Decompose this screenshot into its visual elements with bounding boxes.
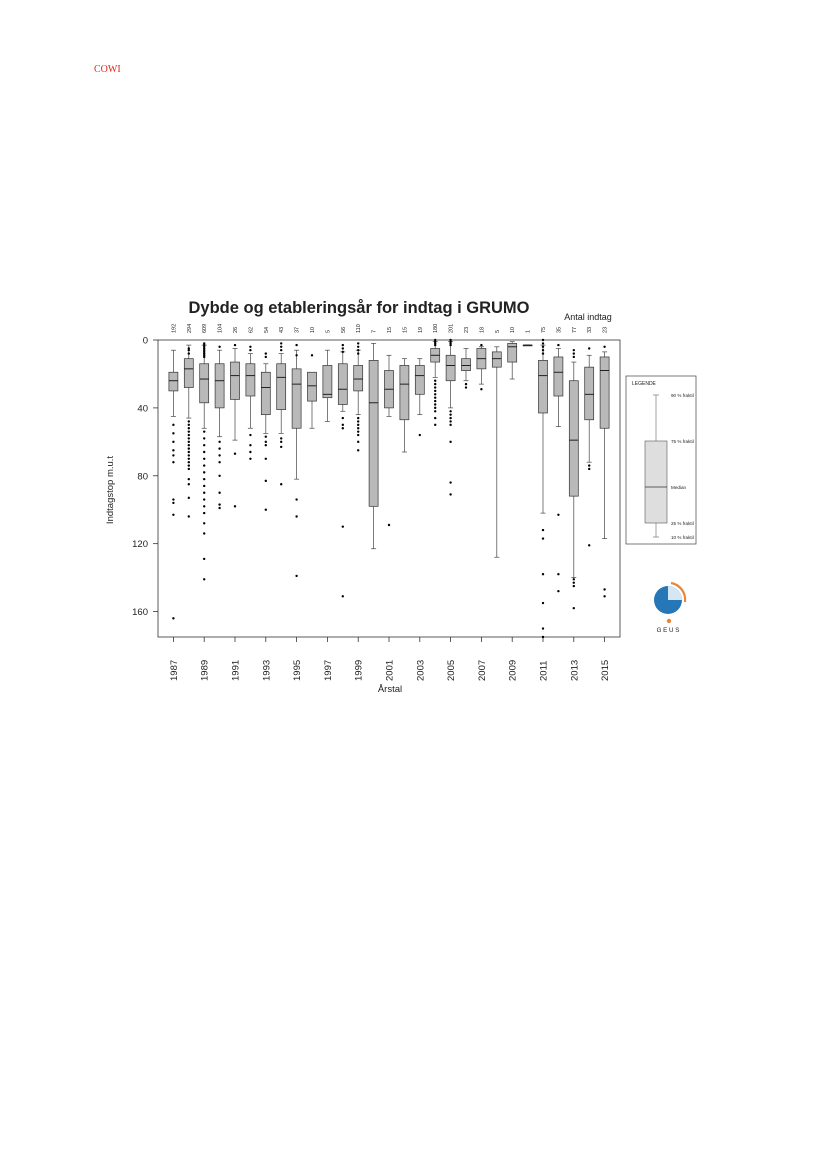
outlier-point: [573, 356, 575, 358]
outlier-point: [203, 522, 205, 524]
outlier-point: [203, 444, 205, 446]
outlier-point: [557, 344, 559, 346]
outlier-point: [542, 636, 544, 638]
logo-text: G E U S: [656, 627, 680, 634]
box-iqr: [462, 359, 471, 371]
count-label: 23: [602, 326, 609, 333]
outlier-point: [542, 352, 544, 354]
outlier-point: [588, 347, 590, 349]
outlier-point: [218, 346, 220, 348]
outlier-point: [234, 505, 236, 507]
outlier-point: [172, 498, 174, 500]
x-tick-label: 2009: [507, 659, 519, 681]
box-iqr: [354, 365, 363, 390]
outlier-point: [249, 451, 251, 453]
outlier-point: [172, 441, 174, 443]
box-iqr: [508, 343, 517, 362]
chart-figure: [100, 294, 700, 699]
box-iqr: [323, 365, 332, 397]
outlier-point: [434, 390, 436, 392]
box-iqr: [569, 381, 578, 496]
count-label: 35: [556, 326, 563, 333]
outlier-point: [388, 524, 390, 526]
outlier-point: [311, 354, 313, 356]
box-iqr: [539, 360, 548, 413]
outlier-point: [188, 434, 190, 436]
outlier-point: [188, 437, 190, 439]
outlier-point: [172, 454, 174, 456]
count-label: 75: [541, 326, 547, 333]
outlier-point: [480, 344, 482, 346]
legend-label: 10 % fraktil: [671, 535, 694, 540]
outlier-point: [603, 595, 605, 597]
outlier-point: [265, 441, 267, 443]
outlier-point: [434, 417, 436, 419]
outlier-point: [203, 532, 205, 534]
outlier-point: [218, 503, 220, 505]
y-tick-label: 160: [132, 607, 148, 619]
outlier-point: [465, 383, 467, 385]
box-iqr: [554, 357, 563, 396]
box-iqr: [277, 364, 286, 410]
outlier-point: [573, 352, 575, 354]
outlier-point: [434, 424, 436, 426]
outlier-point: [342, 351, 344, 353]
outlier-point: [218, 507, 220, 509]
outlier-point: [573, 349, 575, 351]
outlier-point: [542, 529, 544, 531]
counts-label: Antal indtag: [564, 312, 612, 322]
count-label: 1: [525, 329, 532, 333]
outlier-point: [203, 451, 205, 453]
count-label: 62: [248, 326, 255, 333]
outlier-point: [434, 403, 436, 405]
outlier-point: [449, 344, 451, 346]
outlier-point: [203, 485, 205, 487]
count-label: 15: [402, 326, 409, 333]
legend-label: Median: [671, 485, 687, 490]
legend-title: LEGENDE: [632, 381, 656, 387]
outlier-point: [203, 558, 205, 560]
outlier-point: [265, 458, 267, 460]
count-label: 23: [464, 326, 470, 333]
box-iqr: [169, 372, 178, 391]
outlier-point: [449, 417, 451, 419]
outlier-point: [449, 441, 451, 443]
outlier-point: [295, 515, 297, 517]
outlier-point: [234, 453, 236, 455]
count-label: 77: [571, 326, 578, 333]
outlier-point: [203, 464, 205, 466]
outlier-point: [542, 573, 544, 575]
outlier-point: [449, 420, 451, 422]
outlier-point: [357, 352, 359, 354]
outlier-point: [280, 483, 282, 485]
chart-title: Dybde og etableringsår for indtag i GRUMO: [188, 299, 530, 317]
box-iqr: [261, 372, 270, 414]
box-iqr: [369, 360, 378, 506]
legend-label: 90 % fraktil: [671, 393, 694, 398]
outlier-point: [295, 498, 297, 500]
count-label: 37: [294, 326, 301, 333]
x-tick-label: 1987: [168, 659, 180, 681]
outlier-point: [265, 509, 267, 511]
outlier-point: [265, 444, 267, 446]
count-label: 104: [217, 323, 224, 333]
outlier-point: [172, 424, 174, 426]
outlier-point: [342, 427, 344, 429]
outlier-point: [295, 354, 297, 356]
outlier-point: [280, 342, 282, 344]
outlier-point: [434, 397, 436, 399]
box-iqr: [184, 359, 193, 388]
box-iqr: [415, 365, 424, 394]
outlier-point: [280, 346, 282, 348]
outlier-point: [342, 525, 344, 527]
x-tick-label: 2015: [600, 659, 612, 681]
count-label: 15: [387, 326, 393, 333]
outlier-point: [188, 464, 190, 466]
outlier-point: [218, 492, 220, 494]
box-iqr: [585, 367, 594, 420]
box-iqr: [446, 355, 455, 380]
outlier-point: [218, 441, 220, 443]
outlier-point: [357, 424, 359, 426]
outlier-point: [203, 578, 205, 580]
count-label: 192: [171, 323, 178, 333]
outlier-point: [203, 437, 205, 439]
count-label: 10: [510, 326, 517, 333]
outlier-point: [342, 595, 344, 597]
outlier-point: [188, 430, 190, 432]
outlier-point: [342, 347, 344, 349]
legend-label: 25 % fraktil: [671, 521, 694, 526]
outlier-point: [449, 481, 451, 483]
x-tick-label: 1995: [292, 659, 304, 681]
box-iqr: [338, 364, 347, 405]
outlier-point: [203, 430, 205, 432]
outlier-point: [188, 441, 190, 443]
outlier-point: [188, 478, 190, 480]
y-tick-label: 40: [137, 403, 148, 415]
outlier-point: [557, 573, 559, 575]
box-iqr: [600, 357, 609, 428]
outlier-point: [203, 458, 205, 460]
outlier-point: [280, 441, 282, 443]
outlier-point: [434, 344, 436, 346]
outlier-point: [542, 537, 544, 539]
outlier-point: [203, 505, 205, 507]
outlier-point: [603, 588, 605, 590]
outlier-point: [603, 346, 605, 348]
box-iqr: [292, 369, 301, 428]
outlier-point: [342, 344, 344, 346]
outlier-point: [234, 344, 236, 346]
x-tick-label: 2001: [384, 659, 396, 681]
outlier-point: [188, 424, 190, 426]
outlier-point: [542, 627, 544, 629]
y-tick-label: 0: [142, 335, 148, 347]
outlier-point: [188, 427, 190, 429]
box-iqr: [200, 364, 209, 403]
outlier-point: [573, 578, 575, 580]
outlier-point: [357, 349, 359, 351]
count-label: 33: [587, 326, 594, 333]
outlier-point: [357, 346, 359, 348]
count-label: 43: [279, 326, 286, 333]
y-tick-label: 80: [137, 471, 148, 483]
count-label: 19: [417, 326, 424, 333]
count-label: 10: [310, 326, 316, 333]
x-axis-label: Årstal: [377, 684, 403, 694]
count-label: 110: [356, 324, 363, 333]
count-label: 609: [202, 323, 209, 333]
outlier-point: [188, 461, 190, 463]
outlier-point: [265, 436, 267, 438]
outlier-point: [249, 444, 251, 446]
outlier-point: [449, 410, 451, 412]
x-tick-label: 1989: [199, 659, 211, 681]
outlier-point: [188, 420, 190, 422]
x-tick-label: 2005: [446, 659, 458, 681]
count-label: 294: [186, 323, 193, 333]
outlier-point: [434, 380, 436, 382]
outlier-point: [218, 447, 220, 449]
outlier-point: [172, 449, 174, 451]
outlier-point: [203, 471, 205, 473]
outlier-point: [203, 492, 205, 494]
outlier-point: [172, 617, 174, 619]
outlier-point: [588, 544, 590, 546]
outlier-point: [218, 461, 220, 463]
outlier-point: [188, 444, 190, 446]
outlier-point: [357, 420, 359, 422]
outlier-point: [434, 400, 436, 402]
outlier-point: [265, 352, 267, 354]
cowi-logo: COWI: [94, 64, 121, 75]
outlier-point: [449, 424, 451, 426]
outlier-point: [573, 607, 575, 609]
outlier-point: [218, 454, 220, 456]
outlier-point: [203, 356, 205, 358]
outlier-point: [588, 468, 590, 470]
count-label: 54: [263, 326, 270, 333]
x-tick-label: 2013: [569, 659, 581, 681]
outlier-point: [203, 512, 205, 514]
count-label: 26: [233, 326, 239, 333]
y-tick-label: 120: [132, 539, 148, 551]
outlier-point: [357, 434, 359, 436]
outlier-point: [188, 447, 190, 449]
outlier-point: [280, 446, 282, 448]
count-label: 180: [433, 323, 440, 333]
outlier-point: [434, 383, 436, 385]
outlier-point: [557, 590, 559, 592]
outlier-point: [188, 451, 190, 453]
box-iqr: [215, 364, 224, 408]
outlier-point: [357, 449, 359, 451]
outlier-point: [573, 585, 575, 587]
outlier-point: [295, 344, 297, 346]
outlier-point: [588, 464, 590, 466]
x-tick-label: 2007: [476, 659, 488, 681]
outlier-point: [265, 480, 267, 482]
outlier-point: [357, 430, 359, 432]
outlier-point: [419, 434, 421, 436]
outlier-point: [188, 497, 190, 499]
outlier-point: [203, 478, 205, 480]
count-label: 7: [371, 329, 378, 333]
box-iqr: [231, 362, 240, 399]
outlier-point: [188, 454, 190, 456]
x-tick-label: 2003: [415, 659, 427, 681]
outlier-point: [188, 483, 190, 485]
box-iqr: [400, 365, 409, 419]
outlier-point: [357, 417, 359, 419]
legend-box: [645, 441, 667, 523]
geus-logo: [654, 583, 685, 634]
x-tick-label: 1997: [322, 659, 334, 681]
outlier-point: [480, 388, 482, 390]
outlier-point: [357, 342, 359, 344]
outlier-point: [465, 386, 467, 388]
outlier-point: [542, 349, 544, 351]
outlier-point: [249, 434, 251, 436]
outlier-point: [188, 515, 190, 517]
x-tick-label: 2011: [538, 660, 550, 681]
outlier-point: [265, 356, 267, 358]
plot-area: [132, 324, 620, 681]
outlier-point: [573, 581, 575, 583]
outlier-point: [249, 458, 251, 460]
outlier-point: [542, 339, 544, 341]
box-iqr: [492, 352, 501, 367]
outlier-point: [434, 407, 436, 409]
outlier-point: [203, 498, 205, 500]
boxplot-chart: [100, 294, 700, 694]
y-axis-label: Indtagstop m.u.t: [105, 455, 116, 525]
outlier-point: [434, 386, 436, 388]
outlier-point: [188, 349, 190, 351]
outlier-point: [434, 410, 436, 412]
count-label: 5: [494, 329, 501, 333]
outlier-point: [357, 441, 359, 443]
outlier-point: [342, 424, 344, 426]
outlier-point: [280, 349, 282, 351]
outlier-point: [557, 514, 559, 516]
legend: [626, 376, 696, 544]
outlier-point: [249, 346, 251, 348]
legend-label: 75 % fraktil: [671, 439, 694, 444]
outlier-point: [172, 461, 174, 463]
count-label: 5: [325, 329, 332, 333]
outlier-point: [280, 437, 282, 439]
x-tick-label: 1999: [353, 659, 365, 681]
x-tick-label: 1991: [230, 659, 242, 681]
outlier-point: [172, 514, 174, 516]
outlier-point: [172, 432, 174, 434]
count-label: 56: [340, 326, 347, 333]
outlier-point: [188, 468, 190, 470]
outlier-point: [542, 602, 544, 604]
outlier-point: [295, 575, 297, 577]
outlier-point: [542, 342, 544, 344]
outlier-point: [249, 349, 251, 351]
count-label: 18: [479, 326, 486, 333]
x-tick-label: 1993: [261, 659, 273, 681]
outlier-point: [434, 393, 436, 395]
outlier-point: [188, 352, 190, 354]
box-iqr: [246, 364, 255, 396]
outlier-point: [357, 427, 359, 429]
outlier-point: [172, 502, 174, 504]
outlier-point: [188, 458, 190, 460]
logo-dot: [667, 619, 671, 623]
box-iqr: [308, 372, 317, 401]
outlier-point: [449, 413, 451, 415]
count-label: 201: [448, 323, 455, 333]
outlier-point: [542, 346, 544, 348]
outlier-point: [449, 493, 451, 495]
outlier-point: [218, 475, 220, 477]
outlier-point: [342, 417, 344, 419]
